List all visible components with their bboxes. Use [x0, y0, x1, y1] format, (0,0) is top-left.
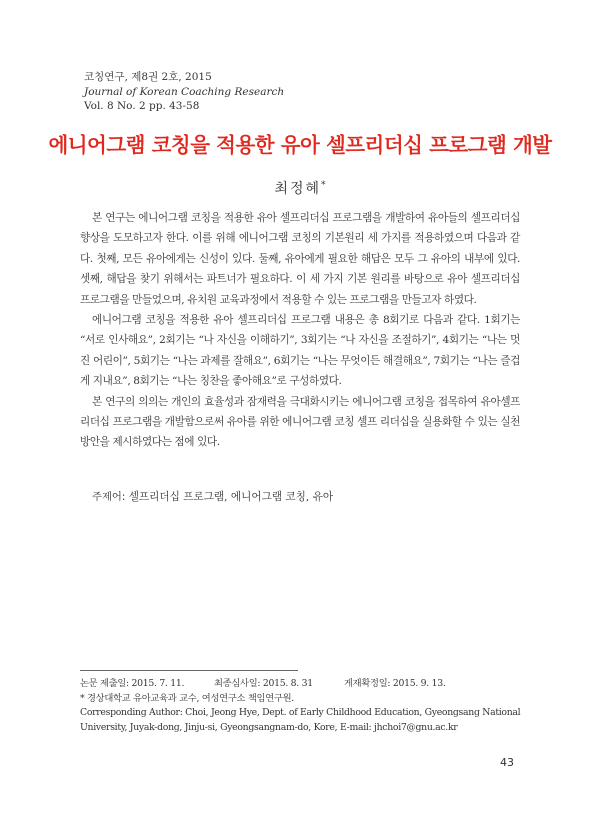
abstract-paragraph-1: 본 연구는 에니어그램 코칭을 적용한 유아 셀프리더십 프로그램을 개발하여 유아들의 셀프리더십 향상을 도모하고자 한다. 이를 위해 에니어그램 코칭의 기본원리 세 가지를 적용하였으며 다음과 같다. 첫째, 모든 유아에게는 신성이 있다. 둘째, 유아에게 필요한 해답은 모두 그 유아의 내부에 있다. 셋째, 해답을 찾기 위해서는 파트너가 필요하다. 이 세 가지 기본 원리를 바탕으로 유아 셀프리더십 프로그램을 만들었으며, 유치원 교육과정에서 적용할 수 있는 프로그램을 만들고자 하였다. — [80, 212, 520, 306]
footnote — [80, 677, 520, 735]
author-footnote-mark: * — [321, 180, 326, 191]
keywords — [92, 488, 333, 504]
received-date: 논문 제출일: 2015. 7. 11. — [80, 678, 185, 689]
footnote-divider — [80, 670, 298, 671]
page-number: 43 — [500, 756, 514, 769]
journal-volume: Vol. 8 No. 2 pp. 43-58 — [84, 100, 200, 112]
accepted-date: 게재확정일: 2015. 9. 13. — [344, 678, 446, 689]
paper-title: 에니어그램 코칭을 적용한 유아 셀프리더십 프로그램 개발 — [48, 133, 552, 157]
journal-issue-kr: 코칭연구, 제8권 2호, 2015 — [84, 71, 212, 83]
corresponding-author-line-1: Corresponding Author: Choi, Jeong Hye, Dept. of Early Childhood Education, Gyeongsang National — [80, 707, 521, 718]
author-name: 최정혜 — [274, 181, 322, 197]
submission-dates — [80, 677, 520, 692]
journal-info — [84, 70, 284, 114]
keywords-label: 주제어: — [92, 491, 126, 503]
abstract-paragraph-3: 본 연구의 의의는 개인의 효율성과 잠재력을 극대화시키는 에니어그램 코칭을 접목하여 유아셀프 리더십 프로그램을 개발함으로써 유아를 위한 에니어그램 코칭 셀프 리더십을 실용화할 수 있는 실천방안을 제시하였다는 점에 있다. — [80, 395, 520, 449]
author — [0, 178, 600, 198]
abstract-paragraph-2: 에니어그램 코칭을 적용한 유아 셀프리더십 프로그램 내용은 총 8회기로 다음과 같다. 1회기는 “서로 인사해요”, 2회기는 “나 자신을 이해하기”, 3회기는 “나 자신을 조절하기”, 4회기는 “나는 멋진 어린이”, 5회기는 “나는 과제를 잘해요”, 6회기는 “나는 무엇이든 해결해요”, 7회기는 “나는 즐겁게 지내요”, 8회기는 “나는 칭찬을 좋아해요”로 구성하였다. — [80, 314, 520, 388]
author-affiliation: * 경상대학교 유아교육과 교수, 여성연구소 책임연구원. — [80, 692, 294, 704]
journal-name-en: Journal of Korean Coaching Research — [84, 85, 285, 98]
corresponding-author-line-2: University, Juyak-dong, Jinju-si, Gyeongsangnam-do, Kore, E-mail: jhchoi7@gnu.ac.kr — [80, 721, 458, 733]
reviewed-date: 최종심사일: 2015. 8. 31 — [214, 678, 313, 689]
abstract — [80, 208, 520, 453]
keywords-text: 셀프리더십 프로그램, 에니어그램 코칭, 유아 — [128, 491, 334, 503]
